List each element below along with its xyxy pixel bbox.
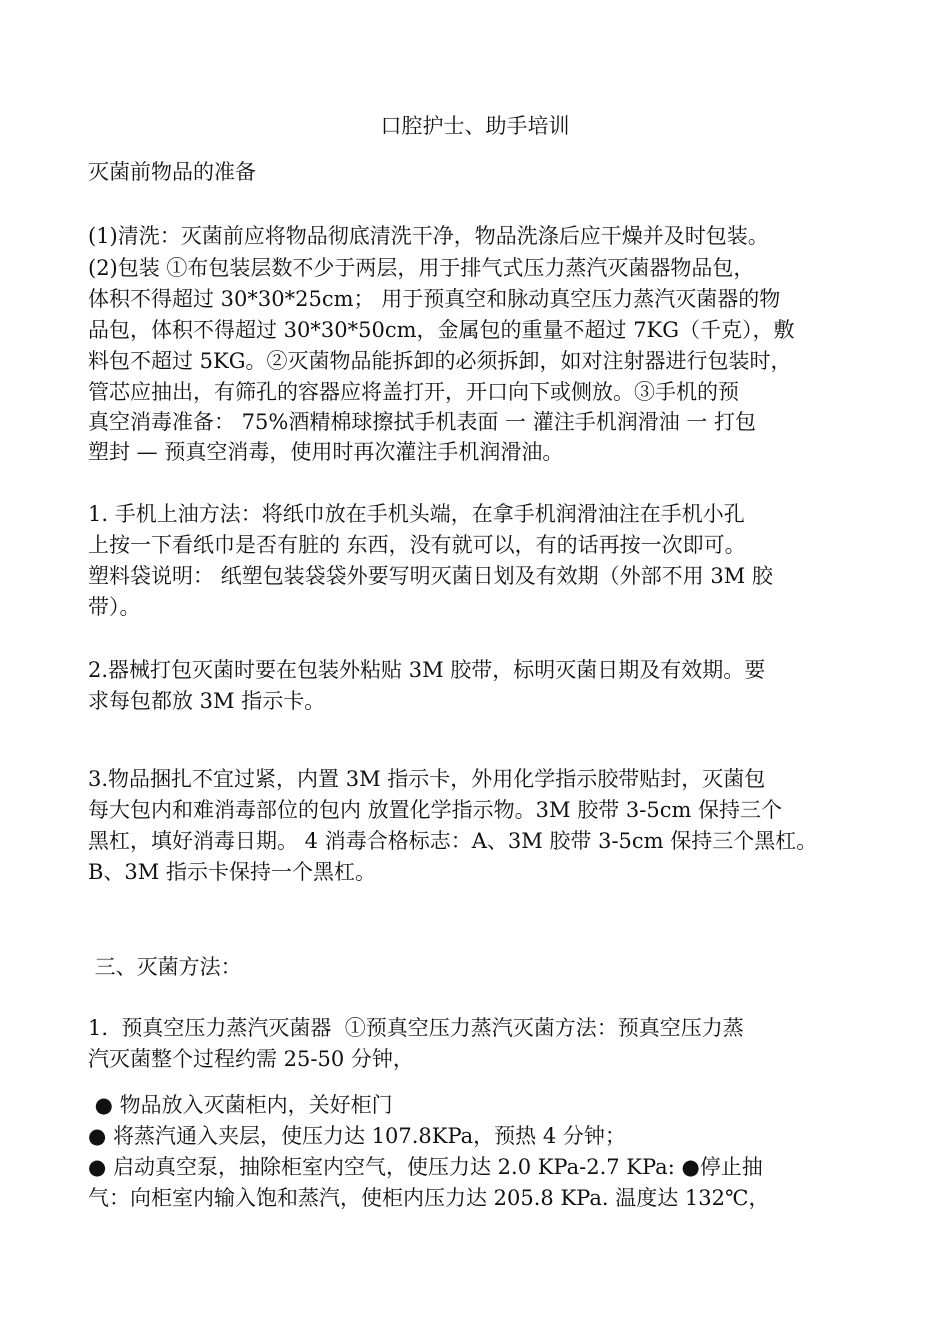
paragraph-line: 上按一下看纸巾是否有脏的 东西，没有就可以，有的话再按一次即可。	[88, 533, 746, 557]
paragraph-line: 真空消毒准备： 75%酒精棉球擦拭手机表面 一 灌注手机润滑油 一 打包	[88, 410, 757, 434]
section-heading-preparation: 灭菌前物品的准备	[88, 160, 256, 184]
paragraph-line: (1)清洗：灭菌前应将物品彻底清洗干净，物品洗涤后应干燥并及时包装。	[88, 224, 769, 248]
bullet-item: ● 物品放入灭菌柜内，关好柜门	[88, 1093, 393, 1117]
paragraph-line: 汽灭菌整个过程约需 25-50 分钟，	[88, 1047, 414, 1071]
paragraph-line: 黑杠，填好消毒日期。 4 消毒合格标志：A、3M 胶带 3-5cm 保持三个黑杠。	[88, 829, 818, 853]
paragraph-line: 塑料袋说明： 纸塑包装袋袋外要写明灭菌日划及有效期（外部不用 3M 胶	[88, 564, 773, 588]
paragraph-line: (2)包装 ①布包装层数不少于两层，用于排气式压力蒸汽灭菌器物品包，	[88, 256, 755, 280]
paragraph-line: 2.器械打包灭菌时要在包装外粘贴 3M 胶带，标明灭菌日期及有效期。要	[88, 658, 766, 682]
bullet-item: ● 将蒸汽通入夹层，使压力达 107.8KPa，预热 4 分钟；	[88, 1124, 626, 1148]
bullet-item-continuation: 气：向柜室内输入饱和蒸汽，使柜内压力达 205.8 KPa. 温度达 132℃，	[88, 1186, 770, 1210]
paragraph-line: 带）。	[88, 595, 141, 619]
document-title: 口腔护士、助手培训	[380, 114, 570, 138]
paragraph-line: B、3M 指示卡保持一个黑杠。	[88, 860, 376, 884]
section-heading-methods: 三、灭菌方法：	[88, 955, 242, 979]
paragraph-line: 管芯应抽出，有筛孔的容器应将盖打开，开口向下或侧放。③手机的预	[88, 380, 739, 404]
paragraph-line: 体积不得超过 30*30*25cm； 用于预真空和脉动真空压力蒸汽灭菌器的物	[88, 287, 781, 311]
paragraph-line: 1. 手机上油方法：将纸巾放在手机头端，在拿手机润滑油注在手机小孔	[88, 502, 745, 526]
paragraph-line: 1. 预真空压力蒸汽灭菌器 ①预真空压力蒸汽灭菌方法：预真空压力蒸	[88, 1016, 744, 1040]
bullet-item: ● 启动真空泵，抽除柜室内空气，使压力达 2.0 KPa-2.7 KPa: ●停止抽	[88, 1155, 763, 1179]
paragraph-line: 每大包内和难消毒部位的包内 放置化学指示物。3M 胶带 3-5cm 保持三个	[88, 798, 783, 822]
paragraph-line: 料包不超过 5KG。②灭菌物品能拆卸的必须拆卸，如对注射器进行包装时，	[88, 349, 792, 373]
paragraph-line: 品包，体积不得超过 30*30*50cm，金属包的重量不超过 7KG（千克），敷	[88, 318, 795, 342]
paragraph-line: 塑封 — 预真空消毒，使用时再次灌注手机润滑油。	[88, 440, 564, 464]
paragraph-line: 3.物品捆扎不宜过紧，内置 3M 指示卡，外用化学指示胶带贴封，灭菌包	[88, 767, 766, 791]
paragraph-line: 求每包都放 3M 指示卡。	[88, 689, 326, 713]
